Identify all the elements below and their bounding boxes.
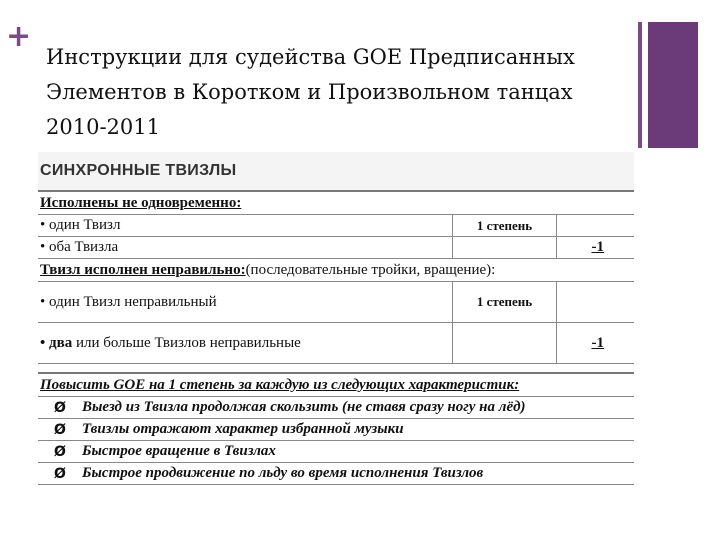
- row-degree: [452, 323, 556, 363]
- row-value: -1: [556, 237, 634, 258]
- group-heading: [38, 192, 634, 215]
- row-value: [556, 282, 634, 322]
- group-heading: [38, 259, 634, 282]
- decorative-bar: [638, 22, 642, 148]
- decorative-block: [648, 22, 698, 148]
- arrow-bullet-icon: Ø: [54, 465, 66, 482]
- list-item-text: Быстрое продвижение по льду во время исполнения Твизлов: [82, 465, 484, 481]
- table-row: [38, 237, 634, 259]
- slide-title: Инструкции для судейства GOE Предписанных Элементов в Коротком и Произвольном танцах 2010-2011: [46, 45, 575, 139]
- list-item: [38, 441, 634, 463]
- row-label: • один Твизл неправильный: [40, 293, 217, 310]
- table-row: [38, 282, 634, 323]
- section-title: СИНХРОННЫЕ ТВИЗЛЫ: [38, 152, 634, 192]
- row-value: [556, 215, 634, 236]
- table-row: [38, 323, 634, 364]
- row-label: • один Твизл: [40, 217, 121, 233]
- plus-icon: +: [6, 19, 32, 54]
- list-item-text: Выезд из Твизла продолжая скользить (не ставя сразу ногу на лёд): [82, 399, 526, 415]
- list-item: [38, 463, 634, 485]
- arrow-bullet-icon: Ø: [54, 399, 66, 416]
- arrow-bullet-icon: Ø: [54, 443, 66, 460]
- row-degree: 1 степень: [452, 282, 556, 322]
- list-item-text: Твизлы отражают характер избранной музыки: [82, 421, 404, 437]
- judging-table: [38, 152, 634, 485]
- list-item: [38, 419, 634, 441]
- row-degree: [452, 237, 556, 258]
- table-row: [38, 215, 634, 237]
- row-label: • два или больше Твизлов неправильные: [40, 334, 301, 351]
- list-item-text: Быстрое вращение в Твизлах: [82, 443, 276, 459]
- list-item: [38, 397, 634, 419]
- group-heading-rest: (последовательные тройки, вращение):: [245, 261, 496, 278]
- group-heading-bold: Твизл исполнен неправильно:: [40, 261, 246, 278]
- bonus-heading: Повысить GOE на 1 степень за каждую из следующих характеристик:: [38, 372, 634, 397]
- arrow-bullet-icon: Ø: [54, 421, 66, 438]
- row-degree: 1 степень: [452, 215, 556, 236]
- row-value: -1: [556, 323, 634, 363]
- group-heading-text: Исполнены не одновременно:: [40, 194, 242, 211]
- row-label: • оба Твизла: [40, 239, 119, 255]
